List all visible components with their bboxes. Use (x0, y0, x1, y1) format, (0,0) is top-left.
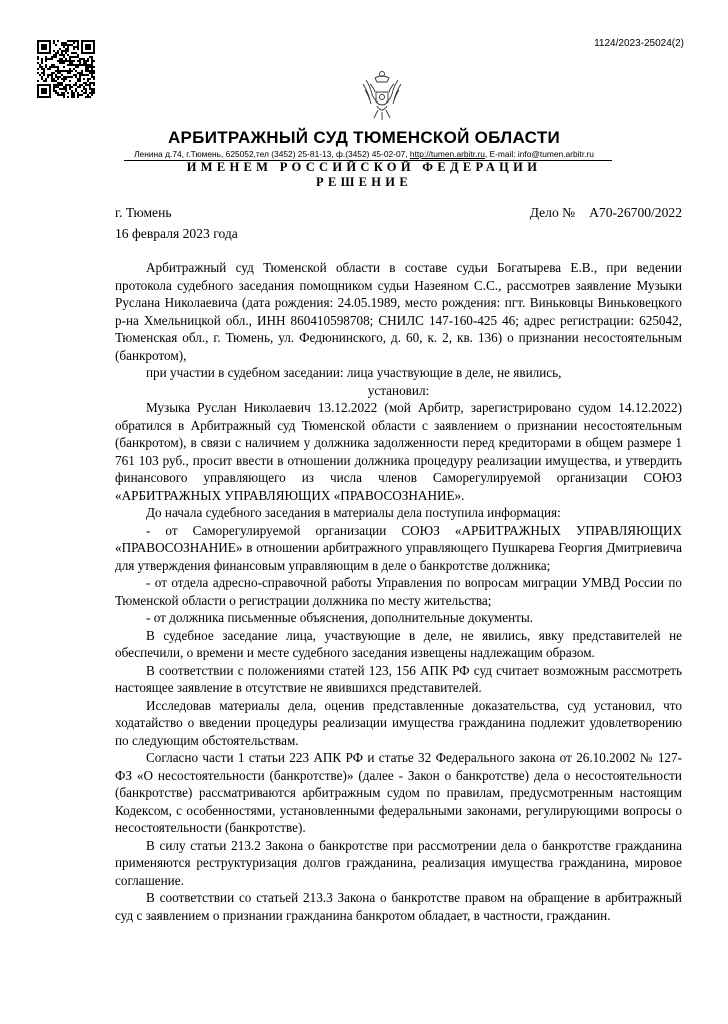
body-paragraph: установил: (367, 382, 430, 398)
body-paragraph: В соответствии со статьей 213.3 Закона о банкротстве правом на обращение в арбитражный суд с заявлением о признании гражданина банкротом обладает, в частности, гражданин. (115, 890, 682, 923)
city: г. Тюмень (115, 205, 172, 220)
document-number: 1124/2023-25024(2) (594, 38, 684, 49)
body-paragraph: Музыка Руслан Николаевич 13.12.2022 (мой Арбитр, зарегистрировано судом 14.12.2022) обратился в Арбитражный суд Тюменской области с заявлением о признании несостоятельным (банкротом), в связи с наличием у должника задолженности перед кредиторами в общем размере 1 761 103 руб., просит ввести в отношении должника процедуру реализации имущества, и утвердить финансового управляющего из числа членов Саморегулируемой организации СОЮЗ «АРБИТРАЖНЫХ УПРАВЛЯЮЩИХ «ПРАВОСОЗНАНИЕ». (115, 400, 682, 503)
body-paragraph: В силу статьи 213.2 Закона о банкротстве при рассмотрении дела о банкротстве гражданина применяются реструктуризация долгов гражданина, реализация имущества гражданина, мировое соглашение. (115, 837, 682, 888)
address-email: , E-mail: info@tumen.arbitr.ru (484, 149, 594, 159)
coat-of-arms-emblem (360, 70, 404, 122)
case-number (530, 205, 682, 221)
decision-date: 16 февраля 2023 года (115, 226, 238, 241)
body-paragraph: В судебное заседание лица, участвующие в деле, не явились, явку представителей не обеспечили, о времени и месте судебного заседания извещены надлежащим образом. (115, 627, 682, 660)
court-name: АРБИТРАЖНЫЙ СУД ТЮМЕНСКОЙ ОБЛАСТИ (167, 128, 561, 147)
decision-body (115, 259, 682, 924)
body-paragraph: при участии в судебном заседании: лица участвующие в деле, не явились, (146, 365, 562, 380)
court-website-link[interactable]: http://tumen.arbitr.ru (409, 149, 485, 159)
body-paragraph: Арбитражный суд Тюменской области в составе судьи Богатырева Е.В., при ведении протокола судебного заседания помощником судьи Назеяном С.С., рассмотрев заявление Музыки Руслана Николаевича (дата рождения: 24.05.1989, место рождения: пгт. Виньковцы Виньковецкого р-на Хмельницкой обл., ИНН 860410598708; СНИЛС 147-160-425 46; адрес регистрации: 625042, Тюменская обл., г. Тюмень, ул. Федюнинского, д. 60, к. 2, кв. 136) о признании несостоятельным (банкротом), (115, 260, 682, 363)
qr-code (37, 40, 95, 98)
body-paragraph: Исследовав материалы дела, оценив представленные доказательства, суд установил, что ходатайство о введении процедуры реализации имущества гражданина подлежит удовлетворению по следующим обстоятельствам. (115, 697, 682, 748)
case-label: Дело № (529, 205, 576, 220)
body-paragraph: До начала судебного заседания в материалы дела поступила информация: (146, 505, 561, 520)
case-number-value: А70-26700/2022 (589, 205, 682, 220)
body-paragraph: В соответствии с положениями статей 123, 156 АПК РФ суд считает возможным рассмотреть настоящее заявление в отсутствие не явившихся представителей. (115, 662, 682, 695)
document-type-heading: РЕШЕНИЕ (316, 175, 412, 189)
address-text: Ленина д.74, г.Тюмень, 625052,тел (3452) 25-81-13, ф.(3452) 45-02-07, (134, 149, 410, 159)
in-the-name-heading: ИМЕНЕМ РОССИЙСКОЙ ФЕДЕРАЦИИ (186, 160, 542, 174)
court-address (0, 149, 728, 159)
body-paragraph: Согласно части 1 статьи 223 АПК РФ и статье 32 Федерального закона от 26.10.2002 № 127-ФЗ «О несостоятельности (банкротстве)» (далее - Закон о банкротстве) дела о несостоятельности (банкротстве) рассматриваются арбитражным судом по правилам, предусмотренным настоящим Кодексом, с особенностями, установленными федеральными законами, регулирующими вопросы о несостоятельности (банкротстве). (115, 750, 682, 835)
body-paragraph: - от должника письменные объяснения, дополнительные документы. (146, 610, 534, 625)
body-paragraph: - от отдела адресно-справочной работы Управления по вопросам миграции УМВД России по Тюменской области о регистрации должника по месту жительства; (115, 575, 682, 608)
body-paragraph: - от Саморегулируемой организации СОЮЗ «АРБИТРАЖНЫХ УПРАВЛЯЮЩИХ «ПРАВОСОЗНАНИЕ» в отношении арбитражного управляющего Пушкарева Георгия Дмитриевича для утверждения финансовым управляющим в деле о банкротстве должника; (115, 522, 682, 573)
